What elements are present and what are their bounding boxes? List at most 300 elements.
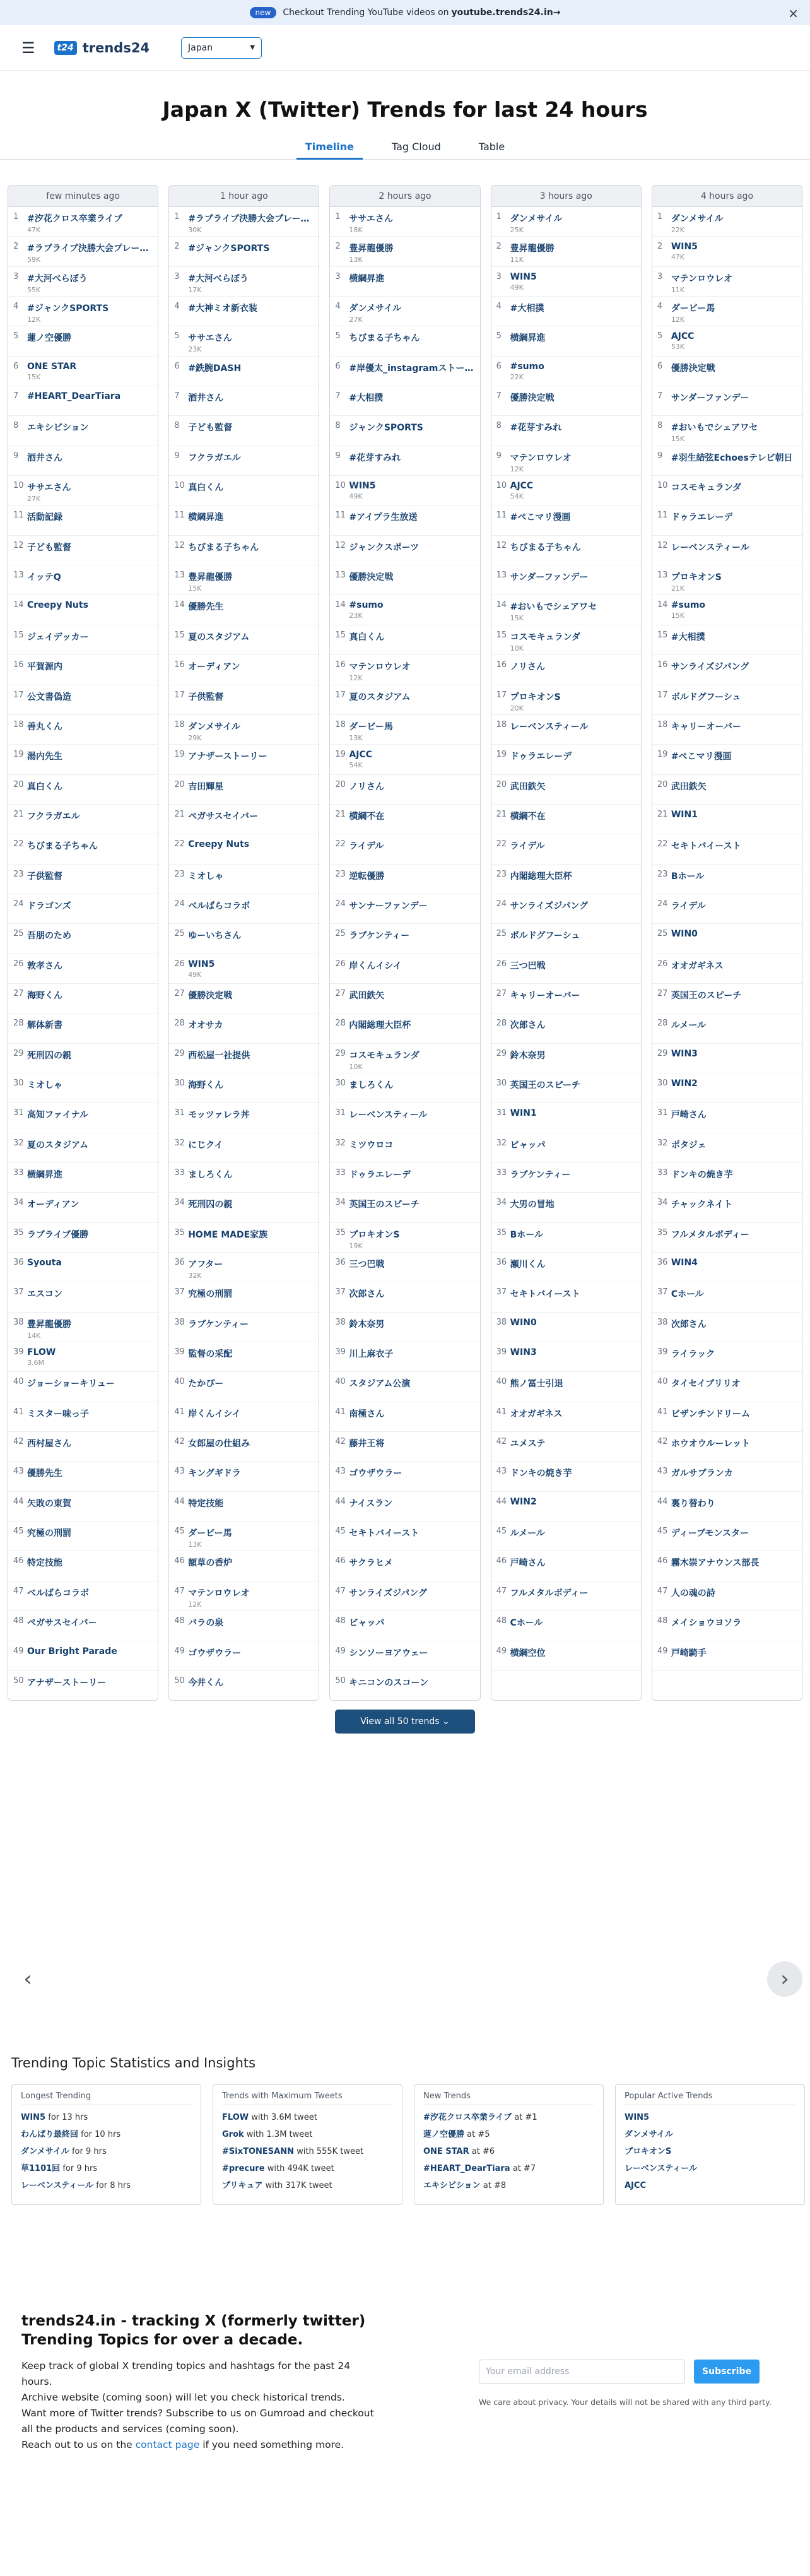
trend-row[interactable] xyxy=(8,1521,158,1551)
trend-row[interactable] xyxy=(491,565,641,595)
trend-row[interactable] xyxy=(491,865,641,894)
trend-name[interactable]: サンダーファンデー xyxy=(510,572,589,583)
trend-name[interactable]: ラブケンティー xyxy=(510,1170,571,1180)
trend-name[interactable]: ドゥラエレーデ xyxy=(671,512,733,523)
trend-name[interactable]: WIN2 xyxy=(671,1078,698,1089)
trend-name[interactable]: ドンキの焼き芋 xyxy=(671,1170,733,1180)
trend-name[interactable]: コスモキュランダ xyxy=(671,483,742,493)
trend-row[interactable] xyxy=(330,476,479,505)
trend-name[interactable]: WIN0 xyxy=(671,929,698,940)
trend-row[interactable] xyxy=(8,267,158,297)
trend-name[interactable]: 湯内先生 xyxy=(27,752,62,762)
trend-row[interactable] xyxy=(652,565,802,595)
trend-row[interactable] xyxy=(491,1193,641,1222)
trend-name[interactable]: 逆転優勝 xyxy=(349,871,385,882)
trend-name[interactable]: 戸崎さん xyxy=(671,1110,707,1121)
trend-row[interactable] xyxy=(8,1103,158,1133)
stats-trend-link[interactable]: FLOW xyxy=(222,2113,249,2122)
tab-timeline[interactable]: Timeline xyxy=(296,141,363,160)
trend-name[interactable]: ちびまる子ちゃん xyxy=(349,333,420,344)
trend-name[interactable]: ササエさん xyxy=(188,333,232,344)
trend-row[interactable] xyxy=(652,1193,802,1222)
trend-name[interactable]: #sumo xyxy=(349,600,384,611)
trend-name[interactable]: 内閣総理大臣杯 xyxy=(510,871,572,882)
trend-row[interactable] xyxy=(330,536,479,565)
trend-name[interactable]: ルメール xyxy=(671,1020,707,1031)
trend-row[interactable] xyxy=(169,505,319,535)
trend-name[interactable]: 海野くん xyxy=(188,1080,224,1090)
trend-name[interactable]: アフター xyxy=(188,1260,223,1270)
trend-name[interactable]: レーベンスティール xyxy=(510,721,589,732)
trend-name[interactable]: マテンロウレオ xyxy=(671,273,733,284)
trend-row[interactable] xyxy=(169,1402,319,1432)
trend-name[interactable]: #大相撲 xyxy=(671,632,705,642)
trend-row[interactable] xyxy=(8,1402,158,1432)
trend-row[interactable] xyxy=(169,297,319,326)
stats-trend-link[interactable]: レーベンスティール xyxy=(625,2164,698,2173)
trend-row[interactable] xyxy=(330,1521,479,1551)
trend-row[interactable] xyxy=(330,326,479,356)
trend-name[interactable]: ペガサスセイバー xyxy=(27,1618,97,1629)
trend-row[interactable] xyxy=(8,1193,158,1222)
trend-row[interactable] xyxy=(652,1611,802,1641)
trend-row[interactable] xyxy=(8,207,158,237)
trend-row[interactable] xyxy=(491,1282,641,1312)
trend-row[interactable] xyxy=(8,1223,158,1253)
trend-row[interactable] xyxy=(491,416,641,446)
trend-name[interactable]: ダンメサイル xyxy=(671,214,724,224)
trend-name[interactable]: レーベンスティール xyxy=(671,542,749,553)
trend-name[interactable]: 死刑囚の親 xyxy=(27,1050,71,1061)
trend-row[interactable] xyxy=(330,1671,479,1701)
trend-name[interactable]: WIN3 xyxy=(510,1347,537,1358)
trend-name[interactable]: エキシビション xyxy=(27,423,89,434)
trend-row[interactable] xyxy=(652,297,802,326)
trend-name[interactable]: ジェイデッカー xyxy=(27,632,89,642)
trend-row[interactable] xyxy=(330,1402,479,1432)
trend-row[interactable] xyxy=(169,715,319,745)
trend-name[interactable]: ドゥラエレーデ xyxy=(349,1170,411,1180)
stats-trend-link[interactable]: Grok xyxy=(222,2130,244,2139)
trend-row[interactable] xyxy=(330,834,479,864)
stats-trend-link[interactable]: WIN5 xyxy=(625,2113,650,2122)
trend-row[interactable] xyxy=(491,207,641,237)
trend-name[interactable]: タイセイブリリオ xyxy=(671,1379,741,1390)
trend-row[interactable] xyxy=(491,386,641,416)
trend-name[interactable]: ゆーいちさん xyxy=(188,931,242,942)
trend-name[interactable]: 子供監督 xyxy=(27,871,62,882)
trend-name[interactable]: 内閣総理大臣杯 xyxy=(349,1020,411,1031)
trend-row[interactable] xyxy=(169,1133,319,1163)
trend-row[interactable] xyxy=(652,1581,802,1611)
trend-row[interactable] xyxy=(330,655,479,685)
trend-row[interactable] xyxy=(491,1611,641,1641)
trend-row[interactable] xyxy=(491,1223,641,1253)
trend-name[interactable]: べルばらコラボ xyxy=(188,901,250,911)
trend-name[interactable]: ノリさん xyxy=(510,662,546,673)
trend-row[interactable] xyxy=(491,1103,641,1133)
trend-name[interactable]: 西村屋さん xyxy=(27,1439,71,1450)
trend-row[interactable] xyxy=(169,1372,319,1402)
trend-name[interactable]: 海野くん xyxy=(27,990,62,1001)
trend-row[interactable] xyxy=(330,595,479,625)
trend-name[interactable]: 戸崎騎手 xyxy=(671,1648,707,1658)
trend-row[interactable] xyxy=(491,834,641,864)
trend-row[interactable] xyxy=(491,924,641,954)
trend-name[interactable]: #おいもでシェアワセ xyxy=(671,423,758,434)
trend-name[interactable]: 公文書偽造 xyxy=(27,692,71,702)
trend-name[interactable]: ミオしゃ xyxy=(188,871,224,882)
trend-name[interactable]: #ぺこマリ漫画 xyxy=(510,512,571,523)
trend-name[interactable]: ダービー馬 xyxy=(349,721,393,732)
trend-name[interactable]: WIN1 xyxy=(510,1108,537,1119)
trend-name[interactable]: 岸くんイシイ xyxy=(349,960,402,971)
trend-row[interactable] xyxy=(8,505,158,535)
trend-row[interactable] xyxy=(652,416,802,446)
trend-row[interactable] xyxy=(652,446,802,476)
trend-row[interactable] xyxy=(8,655,158,685)
trend-name[interactable]: ノリさん xyxy=(349,781,384,792)
trend-row[interactable] xyxy=(330,984,479,1013)
stats-trend-link[interactable]: #HEART_DearTiara xyxy=(423,2164,510,2173)
close-icon[interactable]: × xyxy=(788,6,799,21)
trend-row[interactable] xyxy=(8,1342,158,1372)
trend-row[interactable] xyxy=(491,595,641,625)
country-select[interactable] xyxy=(181,37,262,59)
stats-trend-link[interactable]: ダンメサイル xyxy=(625,2130,673,2139)
trend-name[interactable]: 真白くん xyxy=(27,781,62,792)
trend-name[interactable]: 熊ノ冨士引退 xyxy=(510,1379,563,1390)
trend-row[interactable] xyxy=(8,924,158,954)
trend-name[interactable]: 額草の香炉 xyxy=(188,1558,233,1569)
trend-name[interactable]: サンダーファンデー xyxy=(671,393,749,404)
stats-trend-link[interactable]: プリキュア xyxy=(222,2181,263,2190)
trend-row[interactable] xyxy=(491,1044,641,1073)
prev-arrow-icon[interactable]: ‹ xyxy=(23,1966,32,1992)
trend-name[interactable]: ジャンクスポーツ xyxy=(349,542,420,553)
trend-name[interactable]: ましろくん xyxy=(349,1080,394,1090)
trend-row[interactable] xyxy=(8,1313,158,1342)
trend-name[interactable]: フルメタルボディー xyxy=(671,1229,749,1240)
trend-name[interactable]: #大相撲 xyxy=(349,393,384,404)
view-all-button[interactable] xyxy=(335,1710,475,1734)
trend-name[interactable]: 次郎さん xyxy=(510,1020,546,1031)
trend-name[interactable]: 豊昇龍優勝 xyxy=(349,244,394,254)
trend-row[interactable] xyxy=(169,1521,319,1551)
trend-row[interactable] xyxy=(169,565,319,595)
trend-row[interactable] xyxy=(8,1462,158,1491)
trend-name[interactable]: ディーブモンスター xyxy=(671,1528,749,1539)
trend-row[interactable] xyxy=(330,1611,479,1641)
trend-row[interactable] xyxy=(652,207,802,237)
trend-row[interactable] xyxy=(491,655,641,685)
trend-row[interactable] xyxy=(491,476,641,505)
trend-row[interactable] xyxy=(8,625,158,655)
stats-trend-link[interactable]: 蓮ノ空優勝 xyxy=(423,2130,465,2139)
trend-name[interactable]: ダンメサイル xyxy=(349,304,402,314)
trend-name[interactable]: オオガギネス xyxy=(510,1409,563,1419)
trend-row[interactable] xyxy=(652,1133,802,1163)
trend-name[interactable]: 大男の冒地 xyxy=(510,1200,555,1210)
trend-name[interactable]: 三つ巴戦 xyxy=(349,1260,385,1270)
trend-row[interactable] xyxy=(652,1551,802,1581)
trend-name[interactable]: #大相撲 xyxy=(510,304,544,314)
trend-row[interactable] xyxy=(330,357,479,386)
trend-row[interactable] xyxy=(169,386,319,416)
trend-row[interactable] xyxy=(8,745,158,774)
trend-row[interactable] xyxy=(652,476,802,505)
trend-name[interactable]: ラブケンティー xyxy=(188,1319,249,1330)
trend-row[interactable] xyxy=(169,595,319,625)
trend-name[interactable]: 人の魂の詩 xyxy=(671,1588,715,1598)
trend-row[interactable] xyxy=(330,1073,479,1103)
trend-row[interactable] xyxy=(169,625,319,655)
trend-name[interactable]: 優勝決定戦 xyxy=(671,363,715,374)
trend-name[interactable]: 川上麻衣子 xyxy=(349,1349,394,1360)
trend-name[interactable]: WIN0 xyxy=(510,1317,537,1328)
trend-row[interactable] xyxy=(8,237,158,266)
trend-name[interactable]: #ジャンクSPORTS xyxy=(27,304,109,314)
trend-row[interactable] xyxy=(8,1492,158,1521)
trend-row[interactable] xyxy=(652,1462,802,1491)
trend-name[interactable]: ダンメサイル xyxy=(188,721,240,732)
trend-row[interactable] xyxy=(8,357,158,386)
trend-row[interactable] xyxy=(169,1432,319,1462)
trend-row[interactable] xyxy=(491,1013,641,1043)
trend-row[interactable] xyxy=(652,894,802,924)
trend-row[interactable] xyxy=(491,745,641,774)
trend-name[interactable]: サンライズジパング xyxy=(510,901,589,911)
trend-row[interactable] xyxy=(652,267,802,297)
trend-name[interactable]: #HEART_DearTiara xyxy=(27,391,121,402)
trend-name[interactable]: 優勝先生 xyxy=(27,1468,62,1479)
trend-row[interactable] xyxy=(330,237,479,266)
trend-name[interactable]: 子ども監督 xyxy=(188,423,233,434)
trend-row[interactable] xyxy=(169,1581,319,1611)
trend-row[interactable] xyxy=(652,1163,802,1193)
trend-name[interactable]: 横綱不在 xyxy=(510,811,546,822)
trend-row[interactable] xyxy=(169,1462,319,1491)
trend-row[interactable] xyxy=(169,834,319,864)
trend-row[interactable] xyxy=(8,446,158,476)
trend-row[interactable] xyxy=(169,237,319,266)
trend-name[interactable]: WIN1 xyxy=(671,809,698,820)
trend-row[interactable] xyxy=(652,505,802,535)
trend-name[interactable]: 真白くん xyxy=(188,483,224,493)
trend-row[interactable] xyxy=(8,1133,158,1163)
trend-row[interactable] xyxy=(652,1253,802,1282)
trend-name[interactable]: 特定技能 xyxy=(27,1558,62,1569)
trend-row[interactable] xyxy=(8,595,158,625)
trend-name[interactable]: 岸くんイシイ xyxy=(188,1409,241,1419)
trend-name[interactable]: Bホール xyxy=(510,1229,544,1240)
trend-name[interactable]: #ラブライブ決勝大会プレー… xyxy=(188,214,310,224)
trend-name[interactable]: WIN3 xyxy=(671,1048,698,1059)
trend-row[interactable] xyxy=(330,1282,479,1312)
trend-name[interactable]: 横綱昇進 xyxy=(188,512,224,523)
stats-trend-link[interactable]: わんぱり最終回 xyxy=(21,2130,79,2139)
trend-row[interactable] xyxy=(491,1133,641,1163)
trend-name[interactable]: ジャンクSPORTS xyxy=(349,423,423,434)
trend-name[interactable]: Cホール xyxy=(671,1289,704,1300)
trend-row[interactable] xyxy=(169,1253,319,1282)
trend-row[interactable] xyxy=(169,1611,319,1641)
trend-row[interactable] xyxy=(169,1641,319,1671)
trend-name[interactable]: #sumo xyxy=(510,361,544,372)
trend-name[interactable]: AJCC xyxy=(510,481,534,492)
trend-name[interactable]: ホウオウルーレット xyxy=(671,1439,750,1450)
tab-table[interactable]: Table xyxy=(478,141,505,153)
trend-row[interactable] xyxy=(8,565,158,595)
trend-name[interactable]: ドゥラエレーデ xyxy=(510,752,572,762)
trend-name[interactable]: ササエさん xyxy=(349,214,393,224)
trend-row[interactable] xyxy=(652,1342,802,1372)
trend-row[interactable] xyxy=(652,924,802,954)
trend-name[interactable]: ちびまる子ちゃん xyxy=(188,542,259,553)
trend-name[interactable]: ミスター味っ子 xyxy=(27,1409,89,1419)
trend-name[interactable]: マテンロウレオ xyxy=(510,452,572,463)
logo[interactable] xyxy=(54,40,150,56)
trend-name[interactable]: 横綱昇進 xyxy=(349,273,385,284)
trend-row[interactable] xyxy=(169,1193,319,1222)
stats-trend-link[interactable]: レーベンスティール xyxy=(21,2181,94,2190)
trend-name[interactable]: ライデル xyxy=(510,841,545,852)
trend-row[interactable] xyxy=(652,1521,802,1551)
trend-name[interactable]: #ぺこマリ漫画 xyxy=(671,752,732,762)
trend-row[interactable] xyxy=(8,1581,158,1611)
trend-row[interactable] xyxy=(169,1282,319,1312)
trend-row[interactable] xyxy=(491,326,641,356)
trend-row[interactable] xyxy=(652,865,802,894)
trend-name[interactable]: ササエさん xyxy=(27,483,71,493)
trend-name[interactable]: セキトバイースト xyxy=(349,1528,420,1539)
trend-row[interactable] xyxy=(491,237,641,266)
trend-row[interactable] xyxy=(169,1223,319,1253)
trend-row[interactable] xyxy=(491,1581,641,1611)
trend-row[interactable] xyxy=(8,984,158,1013)
trend-row[interactable] xyxy=(652,1044,802,1073)
trend-row[interactable] xyxy=(169,446,319,476)
trend-row[interactable] xyxy=(169,267,319,297)
trend-name[interactable]: 監督の采配 xyxy=(188,1349,233,1360)
trend-name[interactable]: 瀬川くん xyxy=(510,1260,546,1270)
trend-name[interactable]: ラブケンティー xyxy=(349,931,410,942)
trend-name[interactable]: 夏のスタジアム xyxy=(349,692,411,702)
trend-name[interactable]: コスモキュランダ xyxy=(349,1050,420,1061)
trend-name[interactable]: ちびまる子ちゃん xyxy=(27,841,98,852)
stats-trend-link[interactable]: #SixTONESANN xyxy=(222,2147,294,2156)
trend-row[interactable] xyxy=(8,1073,158,1103)
trend-name[interactable]: ミオしゃ xyxy=(27,1080,62,1090)
trend-row[interactable] xyxy=(491,446,641,476)
trend-name[interactable]: 子供監督 xyxy=(188,692,224,702)
trend-row[interactable] xyxy=(330,1432,479,1462)
trend-row[interactable] xyxy=(169,894,319,924)
trend-name[interactable]: 優勝先生 xyxy=(188,602,224,613)
trend-name[interactable]: AJCC xyxy=(671,331,695,342)
trend-row[interactable] xyxy=(330,446,479,476)
trend-row[interactable] xyxy=(652,536,802,565)
trend-row[interactable] xyxy=(491,1521,641,1551)
trend-row[interactable] xyxy=(169,954,319,984)
trend-name[interactable]: オオガギネス xyxy=(671,960,724,971)
trend-name[interactable]: 次郎さん xyxy=(349,1289,385,1300)
trend-name[interactable]: オーディアン xyxy=(27,1200,79,1210)
trend-row[interactable] xyxy=(652,386,802,416)
trend-row[interactable] xyxy=(169,416,319,446)
trend-row[interactable] xyxy=(169,326,319,356)
trend-name[interactable]: #おいもでシェアワセ xyxy=(510,602,597,613)
trend-row[interactable] xyxy=(491,1342,641,1372)
trend-name[interactable]: キャリーオーバー xyxy=(671,721,741,732)
trend-name[interactable]: 特定技能 xyxy=(188,1498,224,1509)
trend-row[interactable] xyxy=(169,1671,319,1701)
trend-row[interactable] xyxy=(330,894,479,924)
trend-name[interactable]: #鉄腕DASH xyxy=(188,363,242,374)
trend-name[interactable]: ライデル xyxy=(349,841,384,852)
trend-row[interactable] xyxy=(491,1163,641,1193)
trend-row[interactable] xyxy=(330,386,479,416)
trend-name[interactable]: マテンロウレオ xyxy=(188,1588,250,1598)
trend-row[interactable] xyxy=(652,775,802,805)
trend-row[interactable] xyxy=(169,984,319,1013)
trend-row[interactable] xyxy=(652,685,802,715)
trend-row[interactable] xyxy=(330,505,479,535)
trend-name[interactable]: 善丸くん xyxy=(27,721,62,732)
trend-name[interactable]: サンライズジパング xyxy=(349,1588,427,1598)
trend-name[interactable]: #sumo xyxy=(671,600,706,611)
trend-name[interactable]: ドラゴンズ xyxy=(27,901,71,911)
trend-row[interactable] xyxy=(330,1342,479,1372)
next-arrow-icon[interactable]: › xyxy=(767,1961,802,1997)
trend-row[interactable] xyxy=(330,1163,479,1193)
trend-name[interactable]: レーベンスティール xyxy=(349,1110,428,1121)
trend-row[interactable] xyxy=(491,1073,641,1103)
trend-name[interactable]: 横綱昇進 xyxy=(27,1170,62,1180)
stats-trend-link[interactable]: エキシビション xyxy=(423,2181,481,2190)
trend-row[interactable] xyxy=(8,1671,158,1701)
trend-row[interactable] xyxy=(652,237,802,266)
trend-row[interactable] xyxy=(8,1432,158,1462)
trend-name[interactable]: 夏のスタジアム xyxy=(188,632,250,642)
trend-row[interactable] xyxy=(330,1223,479,1253)
trend-row[interactable] xyxy=(8,685,158,715)
trend-row[interactable] xyxy=(491,685,641,715)
trend-name[interactable]: 英国王のスピーチ xyxy=(671,990,742,1001)
trend-row[interactable] xyxy=(169,865,319,894)
trend-name[interactable]: ちびまる子ちゃん xyxy=(510,542,581,553)
trend-name[interactable]: 豊昇龍優勝 xyxy=(188,572,233,583)
trend-name[interactable]: 鈴木奈男 xyxy=(349,1319,385,1330)
trend-row[interactable] xyxy=(169,1492,319,1521)
trend-name[interactable]: ビャッパ xyxy=(510,1140,546,1150)
trend-row[interactable] xyxy=(8,416,158,446)
trend-name[interactable]: 鈴木奈男 xyxy=(510,1050,546,1061)
trend-name[interactable]: 藤井王将 xyxy=(349,1439,385,1450)
trend-row[interactable] xyxy=(169,1163,319,1193)
trend-row[interactable] xyxy=(491,505,641,535)
trend-row[interactable] xyxy=(330,865,479,894)
trend-row[interactable] xyxy=(652,1641,802,1671)
trend-row[interactable] xyxy=(330,1253,479,1282)
trend-row[interactable] xyxy=(330,1492,479,1521)
trend-name[interactable]: にじクイ xyxy=(188,1140,223,1150)
trend-row[interactable] xyxy=(8,1282,158,1312)
trend-row[interactable] xyxy=(169,745,319,774)
trend-row[interactable] xyxy=(8,1013,158,1043)
stats-trend-link[interactable]: ONE STAR xyxy=(423,2147,469,2156)
stats-trend-link[interactable]: ダンメサイル xyxy=(21,2147,69,2156)
